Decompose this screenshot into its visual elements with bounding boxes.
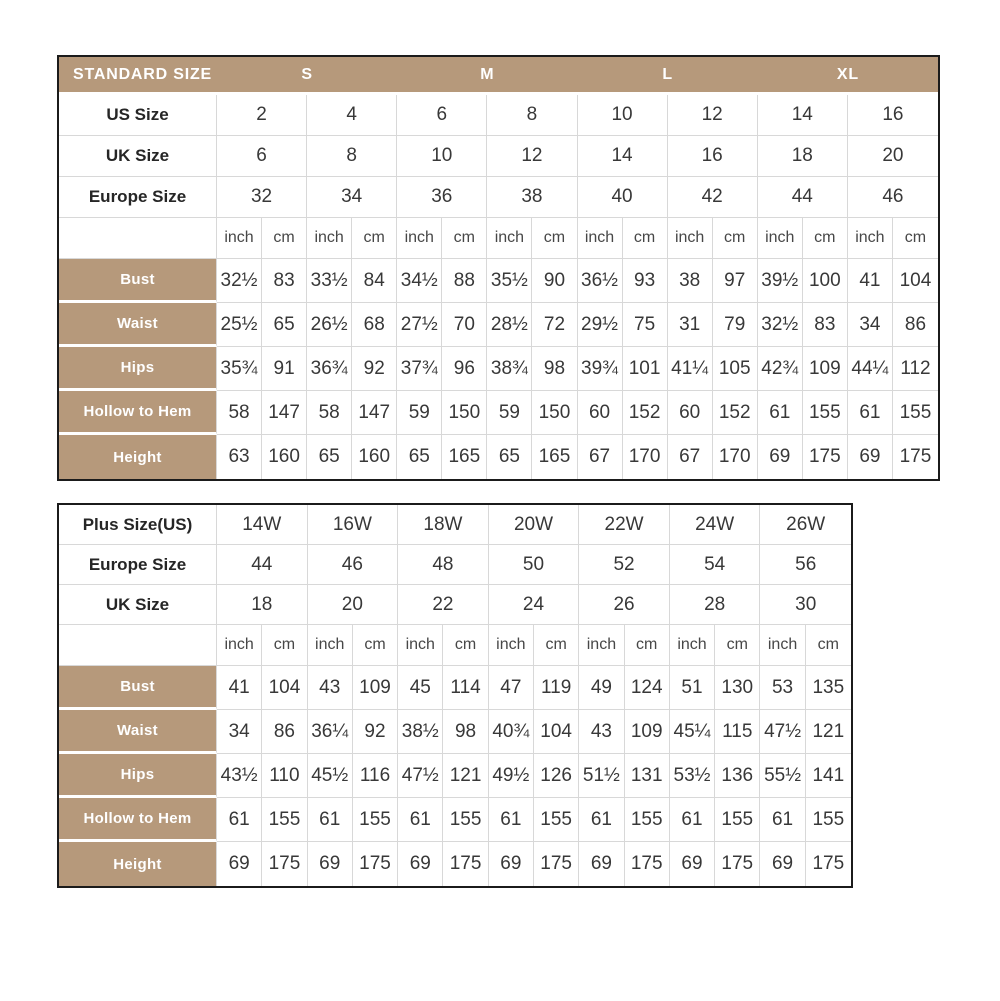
measure-value: 34 — [217, 710, 262, 754]
measure-value: 47½ — [398, 754, 443, 798]
measure-value: 38¾ — [487, 347, 532, 391]
size-value: 46 — [308, 545, 399, 585]
measure-value: 150 — [442, 391, 487, 435]
measure-value: 45 — [398, 666, 443, 710]
size-value: 42 — [668, 177, 758, 218]
measure-value: 69 — [308, 842, 353, 886]
measure-value: 47½ — [760, 710, 805, 754]
measure-value: 88 — [442, 259, 487, 303]
measure-value: 37¾ — [397, 347, 442, 391]
size-value: 56 — [760, 545, 851, 585]
unit-label: inch — [217, 218, 262, 259]
measure-value: 110 — [262, 754, 307, 798]
size-value: 48 — [398, 545, 489, 585]
unit-row-label-cell — [59, 218, 217, 259]
measure-value: 69 — [670, 842, 715, 886]
measure-value: 61 — [579, 798, 624, 842]
size-value: 16 — [668, 136, 758, 177]
measure-value: 175 — [899, 446, 932, 467]
size-value: 14 — [758, 95, 848, 136]
size-value: 14 — [578, 136, 668, 177]
measure-value: 69 — [579, 842, 624, 886]
size-value: 32 — [217, 177, 307, 218]
measure-value: 61 — [848, 391, 893, 435]
unit-label: cm — [713, 218, 758, 259]
measure-value: 175 — [353, 842, 398, 886]
unit-label: inch — [668, 218, 713, 259]
measure-value: 175 — [803, 435, 848, 479]
measure-value: 101 — [623, 347, 668, 391]
row-label-us-size: US Size — [59, 95, 217, 136]
measure-value: 43 — [579, 710, 624, 754]
measure-value: 175 — [262, 842, 307, 886]
size-chart-page — [0, 55, 1000, 1001]
measure-value: 45½ — [308, 754, 353, 798]
measure-value: 155 — [534, 798, 579, 842]
measure-value: 33½ — [307, 259, 352, 303]
measure-value: 32½ — [758, 303, 803, 347]
measure-value: 98 — [443, 710, 488, 754]
measure-value: 26½ — [307, 303, 352, 347]
size-group-m: M — [397, 57, 577, 95]
measure-value: 141 — [806, 754, 851, 798]
measure-value: 35¾ — [217, 347, 262, 391]
measure-value: 86 — [262, 710, 307, 754]
measure-value: 155 — [803, 391, 848, 435]
measure-value: 32½ — [217, 259, 262, 303]
measure-value: 175 — [715, 842, 760, 886]
row-label-europe-size: Europe Size — [59, 545, 217, 585]
unit-label: inch — [397, 218, 442, 259]
size-value: 16W — [308, 505, 399, 545]
unit-label: cm — [534, 625, 579, 666]
measure-value: 58 — [307, 391, 352, 435]
unit-label: inch — [578, 218, 623, 259]
measure-value: 83 — [803, 303, 848, 347]
measure-value: 104 — [893, 259, 938, 303]
row-label-hollow-to-hem: Hollow to Hem — [59, 798, 217, 842]
measure-value: 116 — [353, 754, 398, 798]
row-label-uk-size: UK Size — [59, 585, 217, 625]
measure-value: 61 — [760, 798, 805, 842]
measure-value: 86 — [893, 303, 938, 347]
size-value: 36 — [397, 177, 487, 218]
unit-label: cm — [893, 218, 938, 259]
measure-value: 114 — [443, 666, 488, 710]
measure-value: 34½ — [397, 259, 442, 303]
measure-value: 61 — [670, 798, 715, 842]
size-value: 26 — [579, 585, 670, 625]
measure-value: 49 — [579, 666, 624, 710]
measure-value: 90 — [532, 259, 577, 303]
measure-value: 61 — [308, 798, 353, 842]
measure-value: 165 — [532, 435, 577, 479]
measure-value: 98 — [532, 347, 577, 391]
measure-value: 175 — [812, 853, 845, 874]
measure-value: 43½ — [217, 754, 262, 798]
unit-label: inch — [758, 218, 803, 259]
row-label-hips: Hips — [59, 754, 217, 798]
measure-value: 160 — [352, 435, 397, 479]
unit-label: inch — [760, 625, 805, 666]
unit-label: inch — [848, 218, 893, 259]
measure-value: 83 — [262, 259, 307, 303]
measure-value: 61 — [758, 391, 803, 435]
measure-value: 38½ — [398, 710, 443, 754]
size-value: 34 — [307, 177, 397, 218]
unit-label: cm — [442, 218, 487, 259]
row-label-hips: Hips — [59, 347, 217, 391]
measure-value: 170 — [623, 435, 668, 479]
size-value: 44 — [217, 545, 308, 585]
size-value: 22W — [579, 505, 670, 545]
measure-value: 155 — [353, 798, 398, 842]
measure-value: 155 — [715, 798, 760, 842]
measure-value: 105 — [713, 347, 758, 391]
unit-row-label-cell — [59, 625, 217, 666]
size-value: 14W — [217, 505, 308, 545]
measure-value: 43 — [308, 666, 353, 710]
measure-value: 60 — [578, 391, 623, 435]
measure-value: 109 — [625, 710, 670, 754]
measure-value: 67 — [578, 435, 623, 479]
row-label-bust: Bust — [59, 259, 217, 303]
measure-value: 65 — [397, 435, 442, 479]
unit-label: cm — [352, 218, 397, 259]
row-label-height: Height — [59, 435, 217, 479]
measure-value: 70 — [442, 303, 487, 347]
measure-value: 92 — [353, 710, 398, 754]
measure-value: 55½ — [760, 754, 805, 798]
size-value: 40 — [578, 177, 668, 218]
measure-value: 61 — [489, 798, 534, 842]
row-label-height: Height — [59, 842, 217, 886]
unit-label: cm — [806, 625, 851, 666]
standard-size-table — [57, 55, 940, 481]
size-value: 28 — [670, 585, 761, 625]
measure-value: 38 — [668, 259, 713, 303]
measure-value: 160 — [262, 435, 307, 479]
measure-value: 126 — [534, 754, 579, 798]
measure-value: 27½ — [397, 303, 442, 347]
unit-label: inch — [308, 625, 353, 666]
measure-value: 175 — [625, 842, 670, 886]
measure-value: 36¼ — [308, 710, 353, 754]
measure-value: 45¼ — [670, 710, 715, 754]
measure-value: 65 — [307, 435, 352, 479]
size-value: 8 — [487, 95, 577, 136]
unit-label: inch — [398, 625, 443, 666]
size-value: 20 — [848, 136, 938, 177]
plus-size-table — [57, 503, 853, 888]
unit-label: cm — [803, 218, 848, 259]
row-label-waist: Waist — [59, 303, 217, 347]
measure-value: 41¼ — [668, 347, 713, 391]
measure-value: 119 — [534, 666, 579, 710]
size-value: 10 — [578, 95, 668, 136]
size-value: 6 — [397, 95, 487, 136]
measure-value: 60 — [668, 391, 713, 435]
size-value: 18 — [217, 585, 308, 625]
size-group-l: L — [578, 57, 758, 95]
unit-label: cm — [262, 625, 307, 666]
size-value: 12 — [668, 95, 758, 136]
measure-value: 69 — [848, 435, 893, 479]
unit-label: inch — [217, 625, 262, 666]
size-value: 46 — [848, 177, 938, 218]
size-value: 24 — [489, 585, 580, 625]
measure-value: 104 — [262, 666, 307, 710]
measure-value: 165 — [442, 435, 487, 479]
unit-label: inch — [489, 625, 534, 666]
measure-value: 39½ — [758, 259, 803, 303]
measure-value: 41 — [848, 259, 893, 303]
measure-value: 25½ — [217, 303, 262, 347]
measure-value: 75 — [623, 303, 668, 347]
unit-label: cm — [715, 625, 760, 666]
measure-value: 155 — [893, 391, 938, 435]
measure-value: 39¾ — [578, 347, 623, 391]
measure-value: 91 — [262, 347, 307, 391]
measure-value: 44¼ — [848, 347, 893, 391]
measure-value: 34 — [848, 303, 893, 347]
size-value: 54 — [670, 545, 761, 585]
size-value: 10 — [397, 136, 487, 177]
measure-value: 124 — [625, 666, 670, 710]
unit-label: cm — [623, 218, 668, 259]
measure-value: 51 — [670, 666, 715, 710]
size-value: 26W — [760, 505, 851, 545]
measure-value: 104 — [534, 710, 579, 754]
table-title: STANDARD SIZE — [59, 57, 217, 95]
measure-value: 92 — [352, 347, 397, 391]
size-value: 22 — [398, 585, 489, 625]
measure-value: 155 — [262, 798, 307, 842]
measure-value: 155 — [443, 798, 488, 842]
measure-value: 47 — [489, 666, 534, 710]
measure-value: 53½ — [670, 754, 715, 798]
unit-label: cm — [262, 218, 307, 259]
measure-value: 59 — [487, 391, 532, 435]
measure-value: 96 — [442, 347, 487, 391]
measure-value: 152 — [713, 391, 758, 435]
row-label-europe-size: Europe Size — [59, 177, 217, 218]
measure-value: 150 — [532, 391, 577, 435]
measure-value: 115 — [715, 710, 760, 754]
measure-value: 69 — [217, 842, 262, 886]
size-group-s: S — [217, 57, 397, 95]
measure-value: 100 — [803, 259, 848, 303]
measure-value: 35½ — [487, 259, 532, 303]
measure-value: 69 — [489, 842, 534, 886]
unit-label: inch — [579, 625, 624, 666]
size-value: 16 — [848, 95, 938, 136]
measure-value: 130 — [715, 666, 760, 710]
unit-label: inch — [307, 218, 352, 259]
measure-value: 155 — [625, 798, 670, 842]
measure-value: 67 — [668, 435, 713, 479]
measure-value: 97 — [713, 259, 758, 303]
measure-value: 112 — [893, 347, 938, 391]
size-value: 38 — [487, 177, 577, 218]
measure-value: 109 — [803, 347, 848, 391]
measure-value: 59 — [397, 391, 442, 435]
unit-label: inch — [487, 218, 532, 259]
row-label-waist: Waist — [59, 710, 217, 754]
measure-value: 63 — [217, 435, 262, 479]
row-label-bust: Bust — [59, 666, 217, 710]
size-group-xl: XL — [758, 57, 938, 95]
measure-value: 53 — [760, 666, 805, 710]
measure-value: 136 — [715, 754, 760, 798]
size-value: 52 — [579, 545, 670, 585]
measure-value: 93 — [623, 259, 668, 303]
measure-value: 69 — [398, 842, 443, 886]
measure-value: 36¾ — [307, 347, 352, 391]
measure-value: 109 — [353, 666, 398, 710]
unit-label: cm — [625, 625, 670, 666]
size-value: 50 — [489, 545, 580, 585]
size-value: 4 — [307, 95, 397, 136]
row-label-plus-size-us: Plus Size(US) — [59, 505, 217, 545]
measure-value: 61 — [217, 798, 262, 842]
measure-value: 69 — [760, 842, 805, 886]
measure-value: 131 — [625, 754, 670, 798]
row-label-uk-size: UK Size — [59, 136, 217, 177]
measure-value: 42¾ — [758, 347, 803, 391]
measure-value: 58 — [217, 391, 262, 435]
size-value: 44 — [758, 177, 848, 218]
measure-value: 72 — [532, 303, 577, 347]
measure-value: 28½ — [487, 303, 532, 347]
measure-value: 121 — [806, 710, 851, 754]
measure-value: 147 — [352, 391, 397, 435]
measure-value: 175 — [534, 842, 579, 886]
measure-value: 155 — [806, 798, 851, 842]
measure-value: 49½ — [489, 754, 534, 798]
measure-value: 65 — [262, 303, 307, 347]
unit-label: cm — [353, 625, 398, 666]
unit-label: inch — [670, 625, 715, 666]
measure-value: 69 — [758, 435, 803, 479]
measure-value: 41 — [217, 666, 262, 710]
measure-value: 65 — [487, 435, 532, 479]
measure-value: 121 — [443, 754, 488, 798]
measure-value: 31 — [668, 303, 713, 347]
measure-value: 147 — [262, 391, 307, 435]
measure-value: 79 — [713, 303, 758, 347]
measure-value: 40¾ — [489, 710, 534, 754]
measure-value: 68 — [352, 303, 397, 347]
row-label-hollow-to-hem: Hollow to Hem — [59, 391, 217, 435]
measure-value: 51½ — [579, 754, 624, 798]
size-value: 24W — [670, 505, 761, 545]
measure-value: 29½ — [578, 303, 623, 347]
size-value: 30 — [760, 585, 851, 625]
size-value: 6 — [217, 136, 307, 177]
size-value: 20W — [489, 505, 580, 545]
size-value: 12 — [487, 136, 577, 177]
measure-value: 175 — [443, 842, 488, 886]
measure-value: 61 — [398, 798, 443, 842]
measure-value: 84 — [352, 259, 397, 303]
measure-value: 36½ — [578, 259, 623, 303]
measure-value: 170 — [713, 435, 758, 479]
size-value: 20 — [308, 585, 399, 625]
measure-value: 135 — [806, 666, 851, 710]
size-value: 18W — [398, 505, 489, 545]
size-value: 18 — [758, 136, 848, 177]
unit-label: cm — [443, 625, 488, 666]
measure-value: 152 — [623, 391, 668, 435]
size-value: 2 — [217, 95, 307, 136]
unit-label: cm — [532, 218, 577, 259]
size-value: 8 — [307, 136, 397, 177]
